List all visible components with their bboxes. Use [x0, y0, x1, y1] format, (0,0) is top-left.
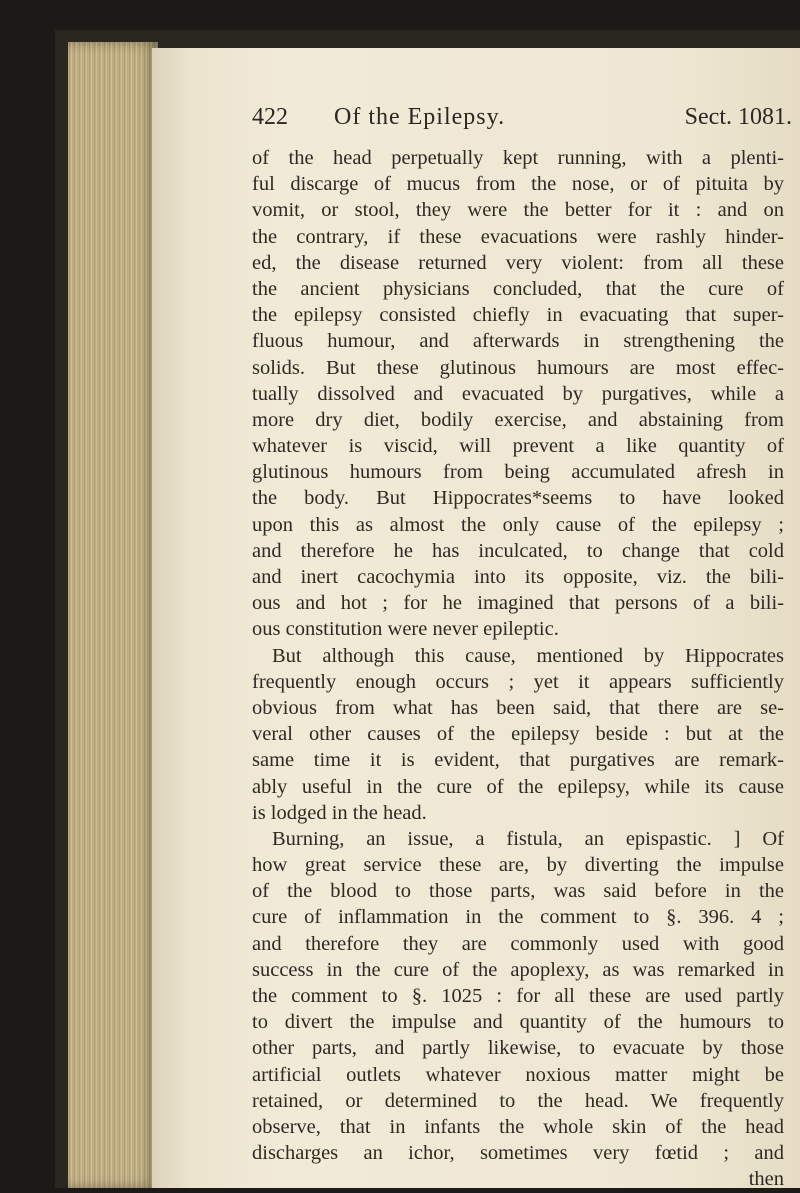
- text-line: ous and hot ; for he imagined that persons of a bili-: [252, 592, 784, 615]
- text-line: the epilepsy consisted chiefly in evacuating that super-: [252, 304, 784, 327]
- text-line: ful discarge of mucus from the nose, or of pituita by: [252, 173, 784, 196]
- text-line: cure of inflammation in the comment to §. 396. 4 ;: [252, 906, 784, 929]
- section-number: Sect. 1081.: [684, 104, 792, 130]
- text-line: to divert the impulse and quantity of the humours to: [252, 1011, 784, 1034]
- running-title: Of the Epilepsy.: [334, 104, 506, 130]
- text-line: the body. But Hippocrates*seems to have looked: [252, 487, 784, 510]
- text-line: retained, or determined to the head. We frequently: [252, 1089, 784, 1112]
- text-line: success in the cure of the apoplexy, as was remarked in: [252, 958, 784, 981]
- text-line: Burning, an issue, a fistula, an epispastic. ] Of: [272, 827, 784, 850]
- running-head: [252, 104, 792, 144]
- text-line: ed, the disease returned very violent: from all these: [252, 251, 784, 274]
- text-line: veral other causes of the epilepsy beside : but at the: [252, 723, 784, 746]
- text-line: ably useful in the cure of the epilepsy, while its cause: [252, 775, 784, 798]
- text-line: vomit, or stool, they were the better for it : and on: [252, 199, 784, 222]
- text-line: of the blood to those parts, was said before in the: [252, 880, 784, 903]
- catchword: then: [748, 1168, 784, 1191]
- text-line: other parts, and partly likewise, to evacuate by those: [252, 1037, 784, 1060]
- text-line: obvious from what has been said, that there are se-: [252, 696, 784, 719]
- body-text: [252, 145, 784, 1193]
- text-line: artificial outlets whatever noxious matter might be: [252, 1063, 784, 1086]
- text-line: the contrary, if these evacuations were rashly hinder-: [252, 225, 784, 248]
- text-line: the ancient physicians concluded, that the cure of: [252, 277, 784, 300]
- text-line: discharges an ichor, sometimes very fœtid ; and: [252, 1142, 784, 1165]
- text-line: is lodged in the head.: [252, 801, 427, 824]
- text-line: ous constitution were never epileptic.: [252, 618, 559, 641]
- text-line: frequently enough occurs ; yet it appears sufficiently: [252, 670, 784, 693]
- page-number: 422: [252, 104, 288, 130]
- text-line: whatever is viscid, will prevent a like quantity of: [252, 435, 784, 458]
- text-line: how great service these are, by diverting the impulse: [252, 854, 784, 877]
- text-line: more dry diet, bodily exercise, and abstaining from: [252, 408, 784, 431]
- text-line: same time it is evident, that purgatives are remark-: [252, 749, 784, 772]
- text-line: and therefore they are commonly used with good: [252, 932, 784, 955]
- text-line: of the head perpetually kept running, with a plenti-: [252, 147, 784, 169]
- text-line: fluous humour, and afterwards in strengthening the: [252, 330, 784, 353]
- text-line: observe, that in infants the whole skin of the head: [252, 1115, 784, 1138]
- text-line: upon this as almost the only cause of the epilepsy ;: [252, 513, 784, 536]
- page-edges: [68, 42, 158, 1188]
- text-line: But although this cause, mentioned by Hippocrates: [272, 644, 784, 667]
- text-line: solids. But these glutinous humours are most effec-: [252, 356, 784, 379]
- text-line: and inert cacochymia into its opposite, viz. the bili-: [252, 566, 784, 588]
- text-line: glutinous humours from being accumulated afresh in: [252, 461, 784, 484]
- text-line: the comment to §. 1025 : for all these are used partly: [252, 985, 784, 1007]
- text-line: and therefore he has inculcated, to change that cold: [252, 539, 784, 562]
- text-line: tually dissolved and evacuated by purgatives, while a: [252, 382, 784, 405]
